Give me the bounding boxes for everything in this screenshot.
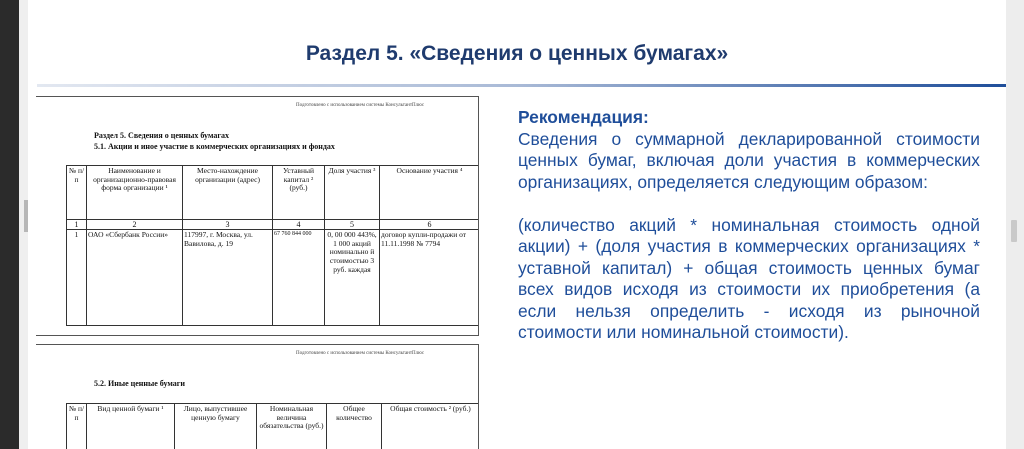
table-header-cell: Номинальная величина обязательства (руб.) bbox=[257, 404, 327, 449]
slide bbox=[28, 0, 1006, 449]
column-number: 5 bbox=[325, 220, 380, 230]
table-header-cell: Вид ценной бумаги ¹ bbox=[87, 404, 175, 449]
subsection-heading: 5.2. Иные ценные бумаги bbox=[94, 379, 186, 388]
page-note: Подготовлено с использованием системы КонсультантПлюс bbox=[296, 103, 425, 108]
table-header-row bbox=[67, 166, 480, 220]
table-cell: 0, 00 000 443%, 1 000 акций номинально й стоимостью 3 руб. каждая bbox=[325, 230, 380, 326]
slide-title: Раздел 5. «Сведения о ценных бумагах» bbox=[305, 42, 729, 65]
paragraph-spacer bbox=[518, 193, 980, 215]
recommendation-block bbox=[518, 107, 980, 344]
table-cell: 117997, г. Москва, ул. Вавилова, д. 19 bbox=[183, 230, 273, 326]
table-header-cell: № п/п bbox=[67, 404, 87, 449]
column-number: 6 bbox=[380, 220, 480, 230]
table-header-cell: Уставный капитал ² (руб.) bbox=[273, 166, 325, 220]
table-row bbox=[67, 230, 480, 326]
subsection-heading: 5.1. Акции и иное участие в коммерческих организациях и фондах bbox=[94, 142, 335, 151]
table-cell: договор купли-продажи от 11.11.1998 № 7794 bbox=[380, 230, 480, 326]
column-number: 4 bbox=[273, 220, 325, 230]
column-number: 1 bbox=[67, 220, 87, 230]
column-number: 2 bbox=[87, 220, 183, 230]
viewer-left-frame bbox=[0, 0, 19, 449]
document-page-2 bbox=[36, 344, 479, 449]
table-cell: ОАО «Сбербанк России» bbox=[87, 230, 183, 326]
column-number: 3 bbox=[183, 220, 273, 230]
recommendation-paragraph: Сведения о суммарной декларированной стоимости ценных бумаг, включая доли участия в коммерческих организациях, определяется следующим образом: bbox=[518, 128, 980, 192]
table-header-cell: Место-нахождение организации (адрес) bbox=[183, 166, 273, 220]
table-column-number-row bbox=[67, 220, 480, 230]
table-header-cell: Доля участия ³ bbox=[325, 166, 380, 220]
table-cell: 67 760 844 000 bbox=[273, 230, 325, 326]
section-heading: Раздел 5. Сведения о ценных бумагах bbox=[94, 131, 229, 140]
table-header-cell: № п/п bbox=[67, 166, 87, 220]
table-header-cell: Общее количество bbox=[327, 404, 382, 449]
title-divider bbox=[37, 84, 1006, 87]
table-header-row bbox=[67, 404, 480, 449]
table-cell: 1 bbox=[67, 230, 87, 326]
document-page-1 bbox=[36, 96, 479, 336]
recommendation-title: Рекомендация: bbox=[518, 107, 649, 127]
table-header-cell: Общая стоимость ² (руб.) bbox=[382, 404, 480, 449]
scrollbar-thumb[interactable] bbox=[1011, 220, 1017, 242]
recommendation-formula: (количество акций * номинальная стоимость одной акции) + (доля участия в коммерческих организациях * уставной капитал) + общая стоимость ценных бумаг всех видов исходя из стоимости их приобретения (а если нельзя определить - исходя из рыночной стоимости или номинальной стоимости). bbox=[518, 214, 980, 342]
table-header-cell: Основание участия ⁴ bbox=[380, 166, 480, 220]
page-note: Подготовлено с использованием системы КонсультантПлюс bbox=[296, 351, 425, 356]
table-header-cell: Лицо, выпустившее ценную бумагу bbox=[175, 404, 257, 449]
table-header-cell: Наименование и организационно-правовая форма организации ¹ bbox=[87, 166, 183, 220]
securities-table bbox=[66, 403, 479, 449]
shares-table bbox=[66, 165, 479, 326]
